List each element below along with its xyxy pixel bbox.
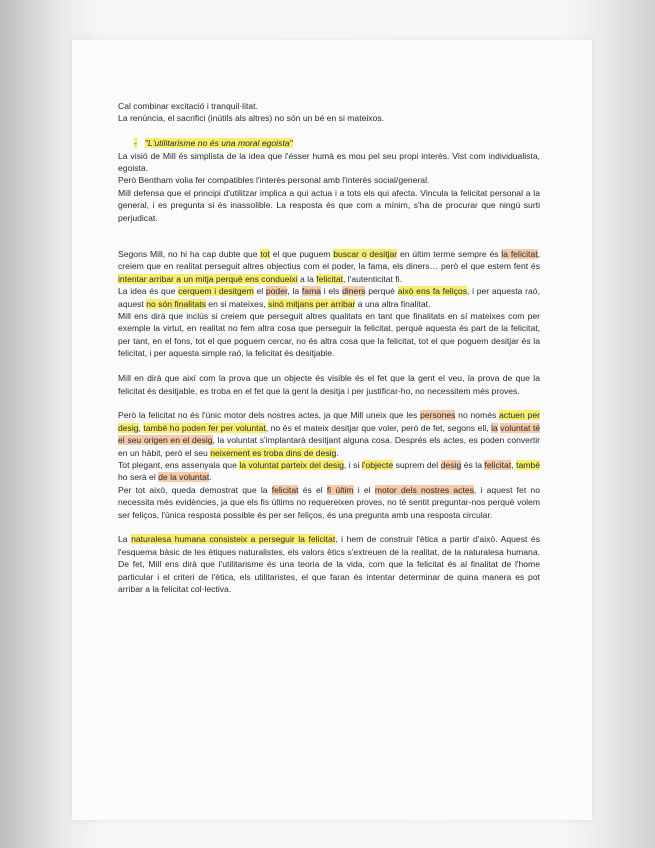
subtitle-bullet: - bbox=[134, 138, 137, 149]
section1-paragraph-1: La visió de Mill és simplista de la idea que l'ésser humà es mou pel seu propi interès. Vist com individualista, egoista. bbox=[118, 150, 540, 174]
section-subtitle bbox=[134, 137, 540, 149]
section1-paragraph-3: Mill defensa que el principi d'utilitzar implica a qui actua i a tots els qui afecta. Vincula la felicitat personal a la general, i es pregunta si és inassolible. La resposta és que com a mínim, s'ha de procurar que ningú surti perjudicat. bbox=[118, 187, 540, 223]
paragraph-virtut: Mill ens dirà que inclús si creiem que perseguit altres qualitats en tant que finalitats en sí mateixes com per exemple la virtut, en realitat no fem altra cosa que perseguir la felicitat, perquè aquesta és part de la felicitat, per tant, en el fons, tot el que poguem cercar, no és altra cosa que la felicitat, tot el que poguem desitjar és la felicitat, i per aquesta simple raó, la felicitat és desitjable. bbox=[118, 311, 540, 359]
paragraph-naturalesa: La naturalesa humana consisteix a perseguir la felicitat, i hem de construir l'ètica a partir d'això. Aquest és l'esquema bàsic de les ètiques naturalistes, els valors ètics s'extreuen de la realitat, de la naturalesa humana. De fet, Mill ens dirà que l'utilitarisme és una teoria de la vida, com que la felicitat és al finalitat de l'home particular i el criteri de l'ètica, els utilitaristes, el que faran és intentar determinar de quina manera es pot arribar a la felicitat col·lectiva. bbox=[118, 534, 540, 594]
paragraph-fi-ultim: Per tot això, queda demostrat que la felicitat és el fi últim i el motor dels nostres actes, i aquest fet no necessita més evidències, ja que els fis últims no requereixen proves, no té sentit preguntar-nos perquè volem ser feliços, l'única resposta possible és per ser feliços, és una pregunta amb una resposta circular. bbox=[118, 484, 540, 520]
paragraph-tot-plegant: Tot plegant, ens assenyala que la voluntat parteix del desig, i si l'objecte suprem del desig és la felicitat, també ho serà el de la voluntat. bbox=[118, 459, 540, 483]
paragraph-prova: Mill en dirà que així com la prova que un objecte és visible és el fet que la gent el veu, la prova de que la felicitat és desitjable, es troba en el fet que la gent la desitja i per justificar-ho, no necessitem més proves. bbox=[118, 373, 540, 396]
subtitle-text: "L'utilitarisme no és una moral egoista" bbox=[144, 138, 293, 149]
intro-line-1: Cal combinar excitació i tranquil·litat. bbox=[118, 101, 258, 111]
paragraph-motor: Però la felicitat no és l'únic motor dels nostres actes, ja que Mill uneix que les persones no només actuen per desig, també ho poden fer per voluntat, no és el mateix desitjar que voler, però de fet, segons ell, la voluntat té el seu origen en el desig, la voluntat s'implantarà desitjant alguna cosa. Després els actes, es poden convertir en un hàbit, però el seu neixement es troba dins de desig. bbox=[118, 410, 541, 458]
document-body bbox=[118, 100, 540, 595]
section1-paragraph-2: Però Bentham volia fer compatibles l'interès personal amb l'interès social/general. bbox=[118, 175, 430, 186]
paragraph-idea: La idea és que cerquem i desitgem el poder, la fama i els diners perquè això ens fa feliços, i per aquesta raó, aquest no són finalitats en si mateixes, sinó mitjans per arribar a una altra finalitat. bbox=[118, 286, 540, 309]
intro-line-2: La renúncia, el sacrifici (inútils als altres) no són un bé en si mateixos. bbox=[118, 113, 385, 124]
paragraph-mill-felicitat: Segons Mill, no hi ha cap dubte que tot el que puguem buscar o desitjar en últim terme sempre és la felicitat, creiem que en realitat perseguit altres objectius com el poder, la fama, els diners… però el que estem fent és intentar arribar a un mitja perquè ens condueixi a la felicitat, l'autenticitat fi. bbox=[118, 249, 541, 284]
